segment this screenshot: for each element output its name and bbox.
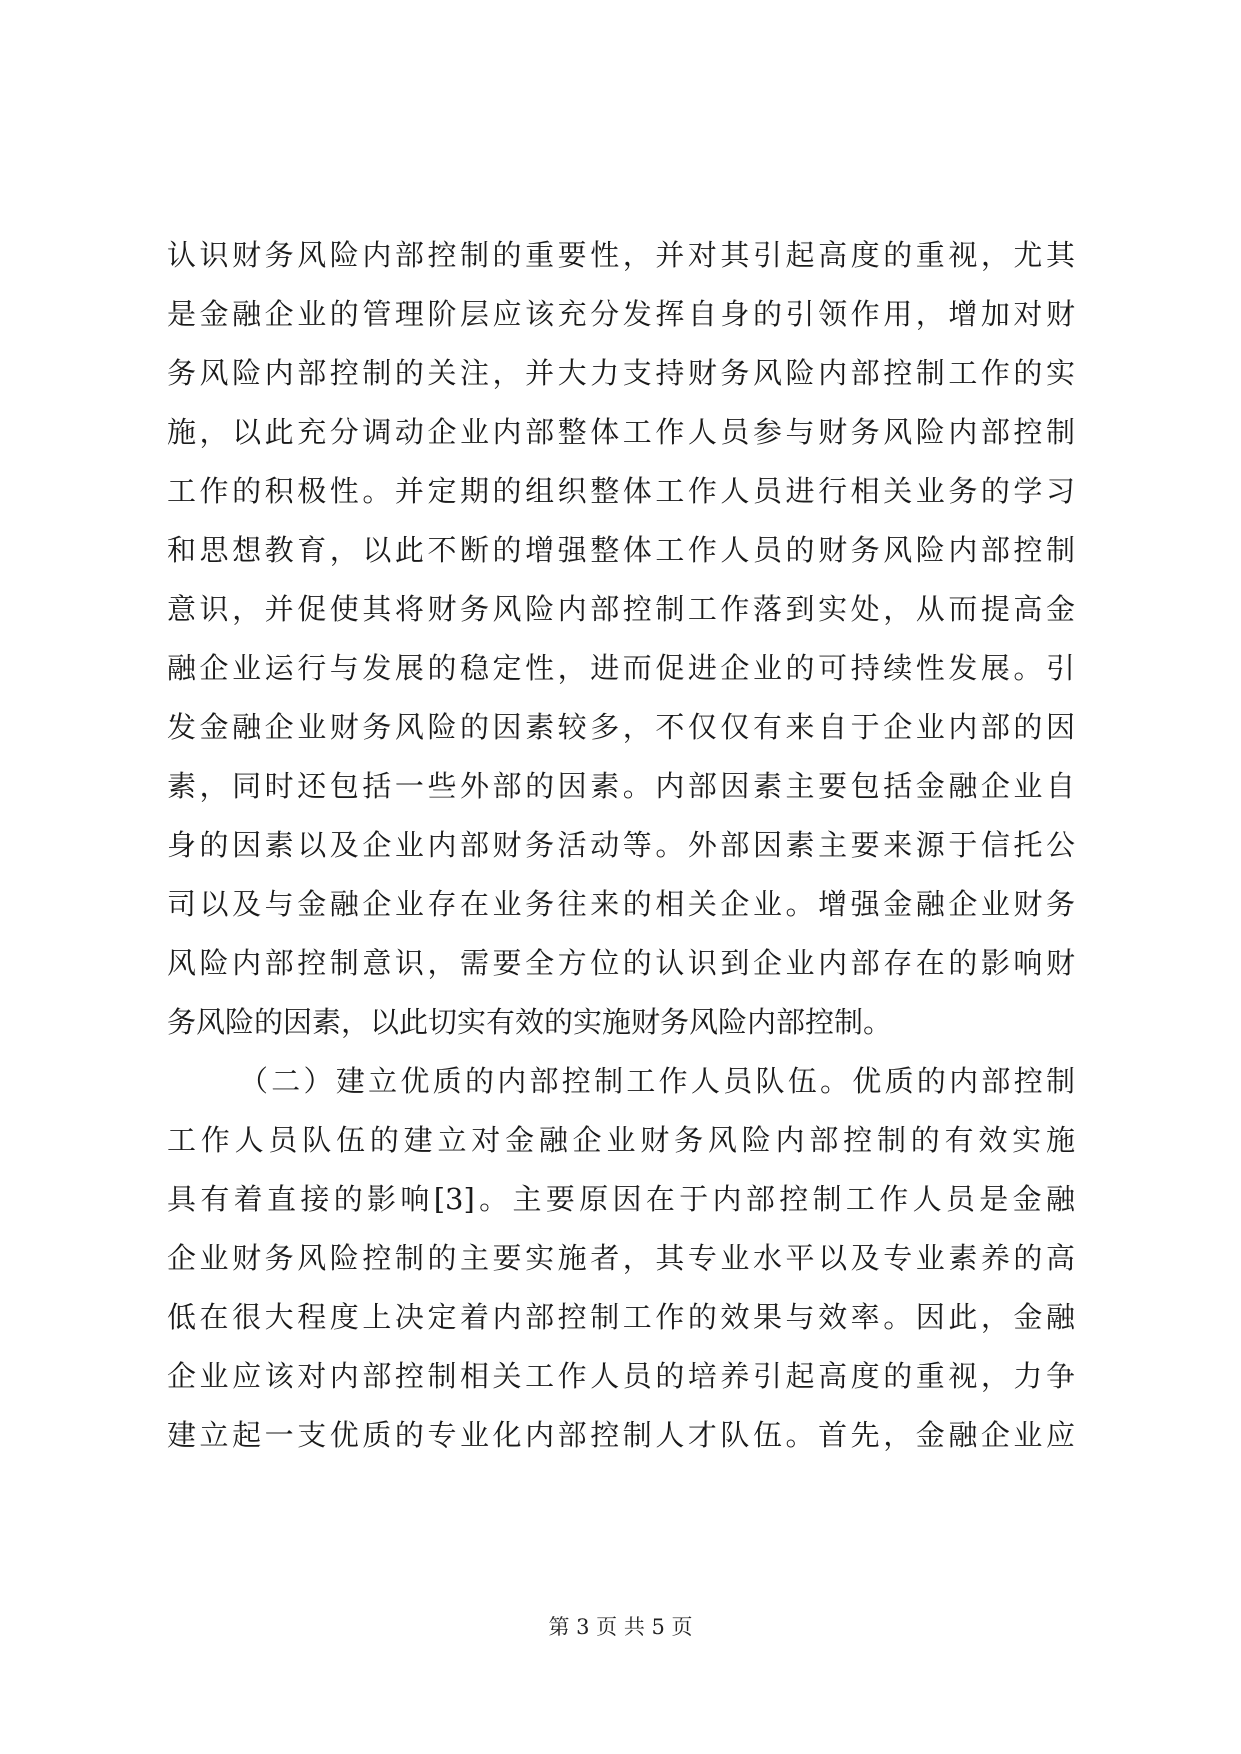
text-line: 认识财务风险内部控制的重要性，并对其引起高度的重视，尤其 xyxy=(167,238,1075,272)
text-line: 工作的积极性。并定期的组织整体工作人员进行相关业务的学习 xyxy=(167,474,1075,508)
text-line: 和思想教育，以此不断的增强整体工作人员的财务风险内部控制 xyxy=(167,533,1075,567)
text-line: 企业应该对内部控制相关工作人员的培养引起高度的重视，力争 xyxy=(167,1359,1075,1393)
text-line: 务风险的因素，以此切实有效的实施财务风险内部控制。 xyxy=(167,1005,893,1039)
text-line: 发金融企业财务风险的因素较多，不仅仅有来自于企业内部的因 xyxy=(167,710,1075,744)
text-line: 素，同时还包括一些外部的因素。内部因素主要包括金融企业自 xyxy=(167,769,1075,803)
text-line: 司以及与金融企业存在业务往来的相关企业。增强金融企业财务 xyxy=(167,887,1075,921)
body-text xyxy=(167,226,1075,1465)
text-line: 建立起一支优质的专业化内部控制人才队伍。首先，金融企业应 xyxy=(167,1418,1075,1452)
text-line: 具有着直接的影响[3]。主要原因在于内部控制工作人员是金融 xyxy=(167,1182,1075,1216)
text-line: 企业财务风险控制的主要实施者，其专业水平以及专业素养的高 xyxy=(167,1241,1075,1275)
page-number-footer: 第 3 页 共 5 页 xyxy=(548,1615,693,1639)
text-line: 融企业运行与发展的稳定性，进而促进企业的可持续性发展。引 xyxy=(167,651,1075,685)
text-line: 是金融企业的管理阶层应该充分发挥自身的引领作用，增加对财 xyxy=(167,297,1075,331)
text-line: （二）建立优质的内部控制工作人员队伍。优质的内部控制 xyxy=(239,1064,1075,1098)
text-line: 意识，并促使其将财务风险内部控制工作落到实处，从而提高金 xyxy=(167,592,1075,626)
text-line: 施，以此充分调动企业内部整体工作人员参与财务风险内部控制 xyxy=(167,415,1075,449)
text-line: 工作人员队伍的建立对金融企业财务风险内部控制的有效实施 xyxy=(167,1123,1075,1157)
text-line: 身的因素以及企业内部财务活动等。外部因素主要来源于信托公 xyxy=(167,828,1075,862)
text-line: 低在很大程度上决定着内部控制工作的效果与效率。因此，金融 xyxy=(167,1300,1075,1334)
text-line: 风险内部控制意识，需要全方位的认识到企业内部存在的影响财 xyxy=(167,946,1075,980)
text-line: 务风险内部控制的关注，并大力支持财务风险内部控制工作的实 xyxy=(167,356,1075,390)
